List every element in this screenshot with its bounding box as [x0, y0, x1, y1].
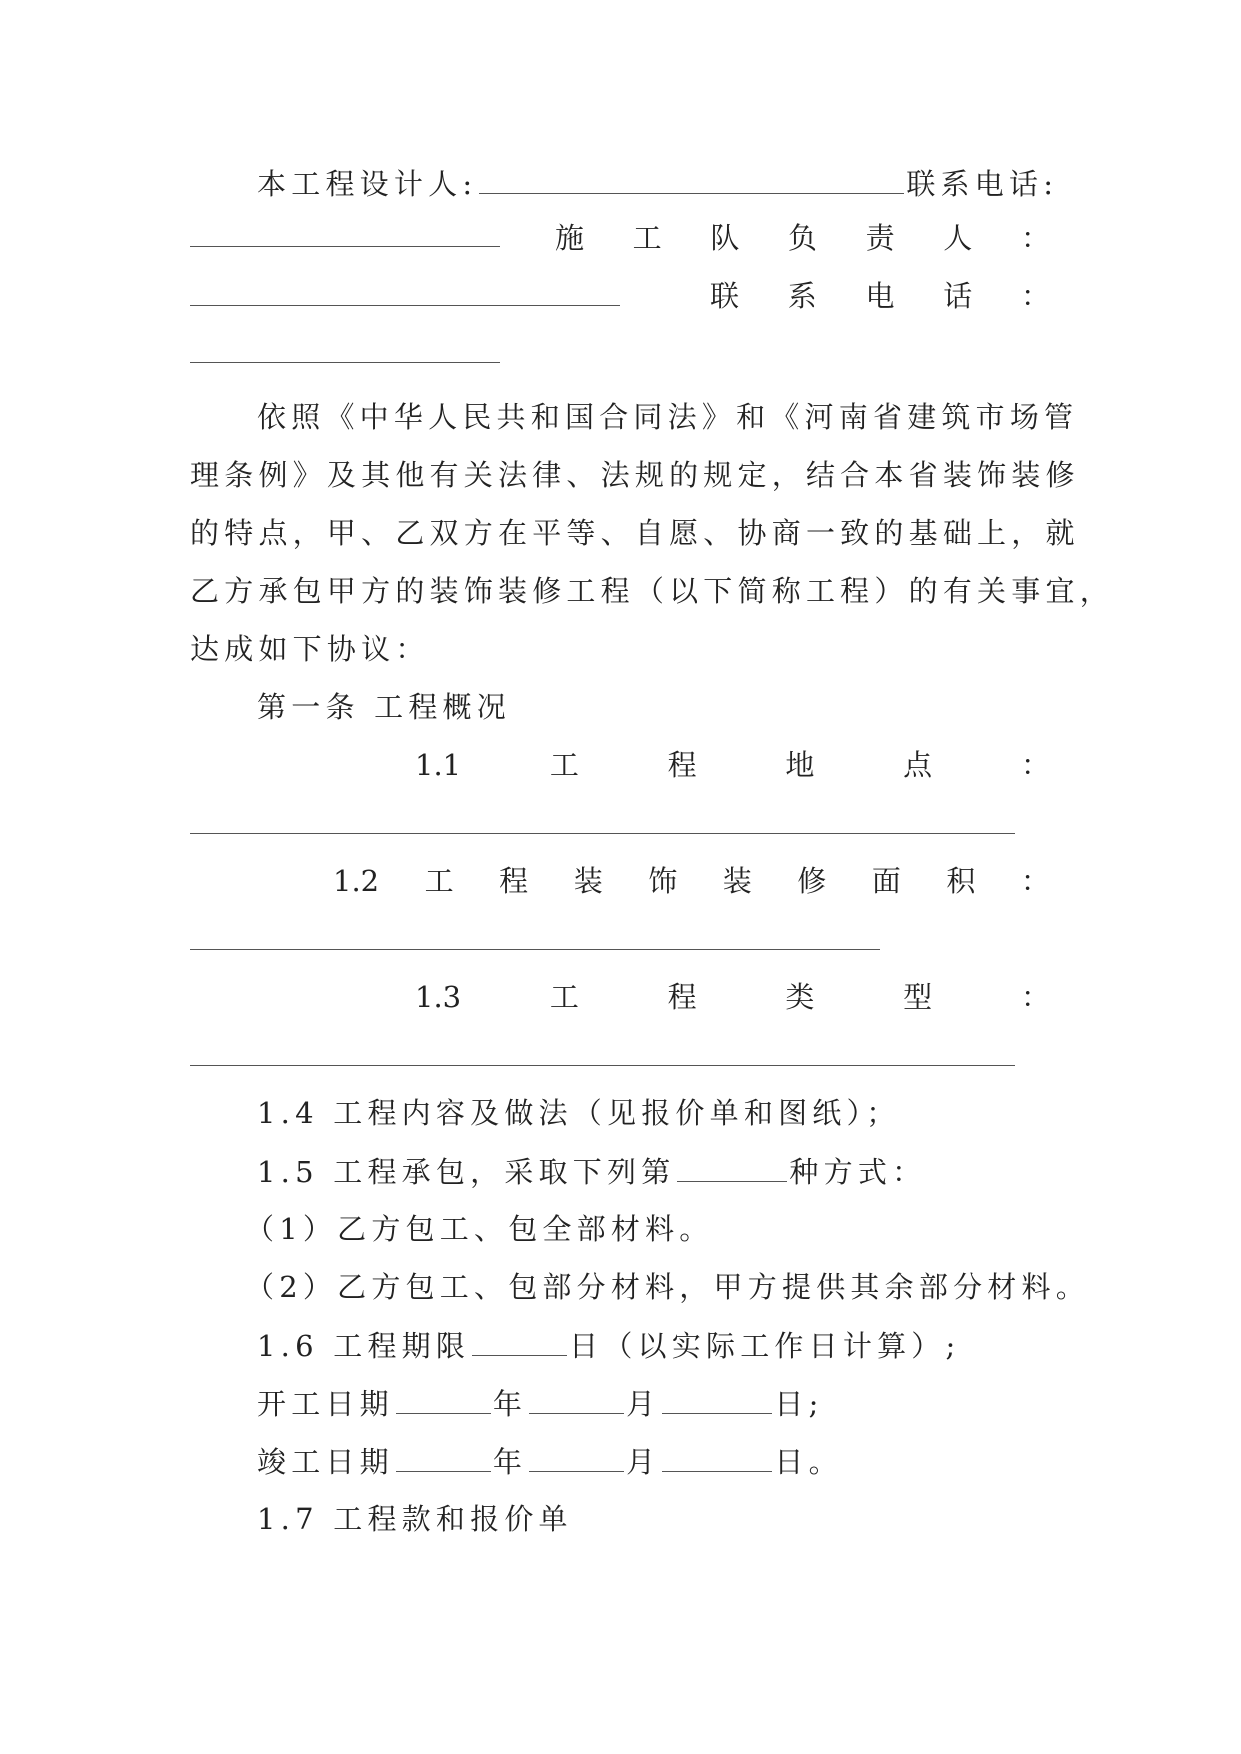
- item-char: 地: [785, 748, 815, 782]
- team-phone-char: 系: [787, 279, 817, 313]
- team-leader-char: ：: [1020, 221, 1050, 255]
- item-char: ：: [1020, 980, 1050, 1014]
- year-label: 年: [492, 1445, 528, 1479]
- month-label: 月: [626, 1387, 661, 1421]
- item-1-3-blank[interactable]: [190, 1065, 1015, 1066]
- item-1-5-prefix: 1.5 工程承包，采取下列第: [257, 1155, 676, 1189]
- item-1-5: [257, 1151, 926, 1192]
- designer-line: [257, 163, 1058, 204]
- designer-phone-label: 联系电话:: [906, 167, 1059, 201]
- end-date-label: 竣工日期: [257, 1445, 394, 1479]
- item-char: 程: [667, 748, 697, 782]
- item-char: 装: [573, 864, 603, 898]
- item-1-5-suffix: 种方式：: [789, 1155, 927, 1189]
- team-leader-blank[interactable]: [190, 305, 620, 306]
- team-leader-char: 施: [555, 221, 585, 255]
- preamble-line: 达成如下协议：: [190, 632, 430, 666]
- item-1-1-blank[interactable]: [190, 833, 1015, 834]
- team-phone-char: 电: [865, 279, 895, 313]
- end-month-blank[interactable]: [529, 1441, 624, 1472]
- days-blank[interactable]: [472, 1325, 567, 1356]
- item-char: ：: [1020, 864, 1050, 898]
- start-month-blank[interactable]: [529, 1383, 624, 1414]
- item-char: 型: [903, 980, 933, 1014]
- team-leader-char: 工: [632, 221, 662, 255]
- item-char: 饰: [648, 864, 678, 898]
- item-char: 面: [871, 864, 901, 898]
- day-label: 日;: [774, 1387, 824, 1421]
- start-day-blank[interactable]: [662, 1383, 772, 1414]
- item-1-2-label: [333, 861, 1050, 901]
- preamble-line: 的特点，甲、乙双方在平等、自愿、协商一致的基础上，就: [190, 516, 1080, 550]
- team-leader-char: 队: [710, 221, 740, 255]
- item-char: 程: [499, 864, 529, 898]
- team-leader-char: 负: [787, 221, 817, 255]
- item-1-4: 1.4 工程内容及做法（见报价单和图纸）；: [257, 1096, 901, 1130]
- year-label: 年: [492, 1387, 528, 1421]
- item-number: 1.1: [415, 748, 462, 782]
- item-char: 积: [946, 864, 976, 898]
- item-1-7: 1.7 工程款和报价单: [257, 1502, 573, 1536]
- item-char: 工: [549, 748, 579, 782]
- designer-phone-blank[interactable]: [190, 246, 500, 247]
- item-char: 工: [549, 980, 579, 1014]
- item-char: 装: [722, 864, 752, 898]
- end-year-blank[interactable]: [396, 1441, 491, 1472]
- team-phone-char: ：: [1020, 279, 1050, 313]
- preamble-line: 乙方承包甲方的装饰装修工程（以下简称工程）的有关事宜，: [190, 574, 1114, 608]
- end-date-line: [257, 1441, 843, 1482]
- item-1-6-suffix: 日（以实际工作日计算）;: [569, 1329, 961, 1363]
- item-1-3-label: [415, 977, 1050, 1017]
- option-1: （1）乙方包工、包全部材料。: [245, 1212, 714, 1246]
- team-phone-blank[interactable]: [190, 362, 500, 363]
- method-blank[interactable]: [677, 1151, 787, 1182]
- item-char: 类: [785, 980, 815, 1014]
- option-2: （2）乙方包工、包部分材料，甲方提供其余部分材料。: [245, 1270, 1090, 1304]
- month-label: 月: [626, 1445, 661, 1479]
- team-leader-label: [555, 218, 1050, 258]
- designer-blank[interactable]: [479, 163, 904, 194]
- preamble-line: 依照《中华人民共和国合同法》和《河南省建筑市场管: [257, 400, 1079, 434]
- day-label: 日。: [774, 1445, 843, 1479]
- end-day-blank[interactable]: [662, 1441, 772, 1472]
- item-char: 点: [903, 748, 933, 782]
- team-leader-char: 人: [943, 221, 973, 255]
- start-year-blank[interactable]: [396, 1383, 491, 1414]
- item-1-2-blank[interactable]: [190, 949, 880, 950]
- item-char: 程: [667, 980, 697, 1014]
- team-phone-char: 话: [943, 279, 973, 313]
- team-phone-label: [710, 276, 1050, 316]
- start-date-label: 开工日期: [257, 1387, 394, 1421]
- item-1-1-label: [415, 745, 1050, 785]
- item-1-6-prefix: 1.6 工程期限: [257, 1329, 471, 1363]
- item-number: 1.3: [415, 980, 462, 1014]
- article-title: 第一条 工程概况: [257, 690, 511, 724]
- designer-label: 本工程设计人:: [257, 167, 478, 201]
- team-leader-char: 责: [865, 221, 895, 255]
- team-phone-char: 联: [710, 279, 740, 313]
- start-date-line: [257, 1383, 824, 1424]
- item-char: 工: [424, 864, 454, 898]
- item-number: 1.2: [333, 864, 380, 898]
- item-char: 修: [797, 864, 827, 898]
- item-1-6: [257, 1325, 961, 1366]
- item-char: ：: [1020, 748, 1050, 782]
- preamble-line: 理条例》及其他有关法律、法规的规定，结合本省装饰装修: [190, 458, 1080, 492]
